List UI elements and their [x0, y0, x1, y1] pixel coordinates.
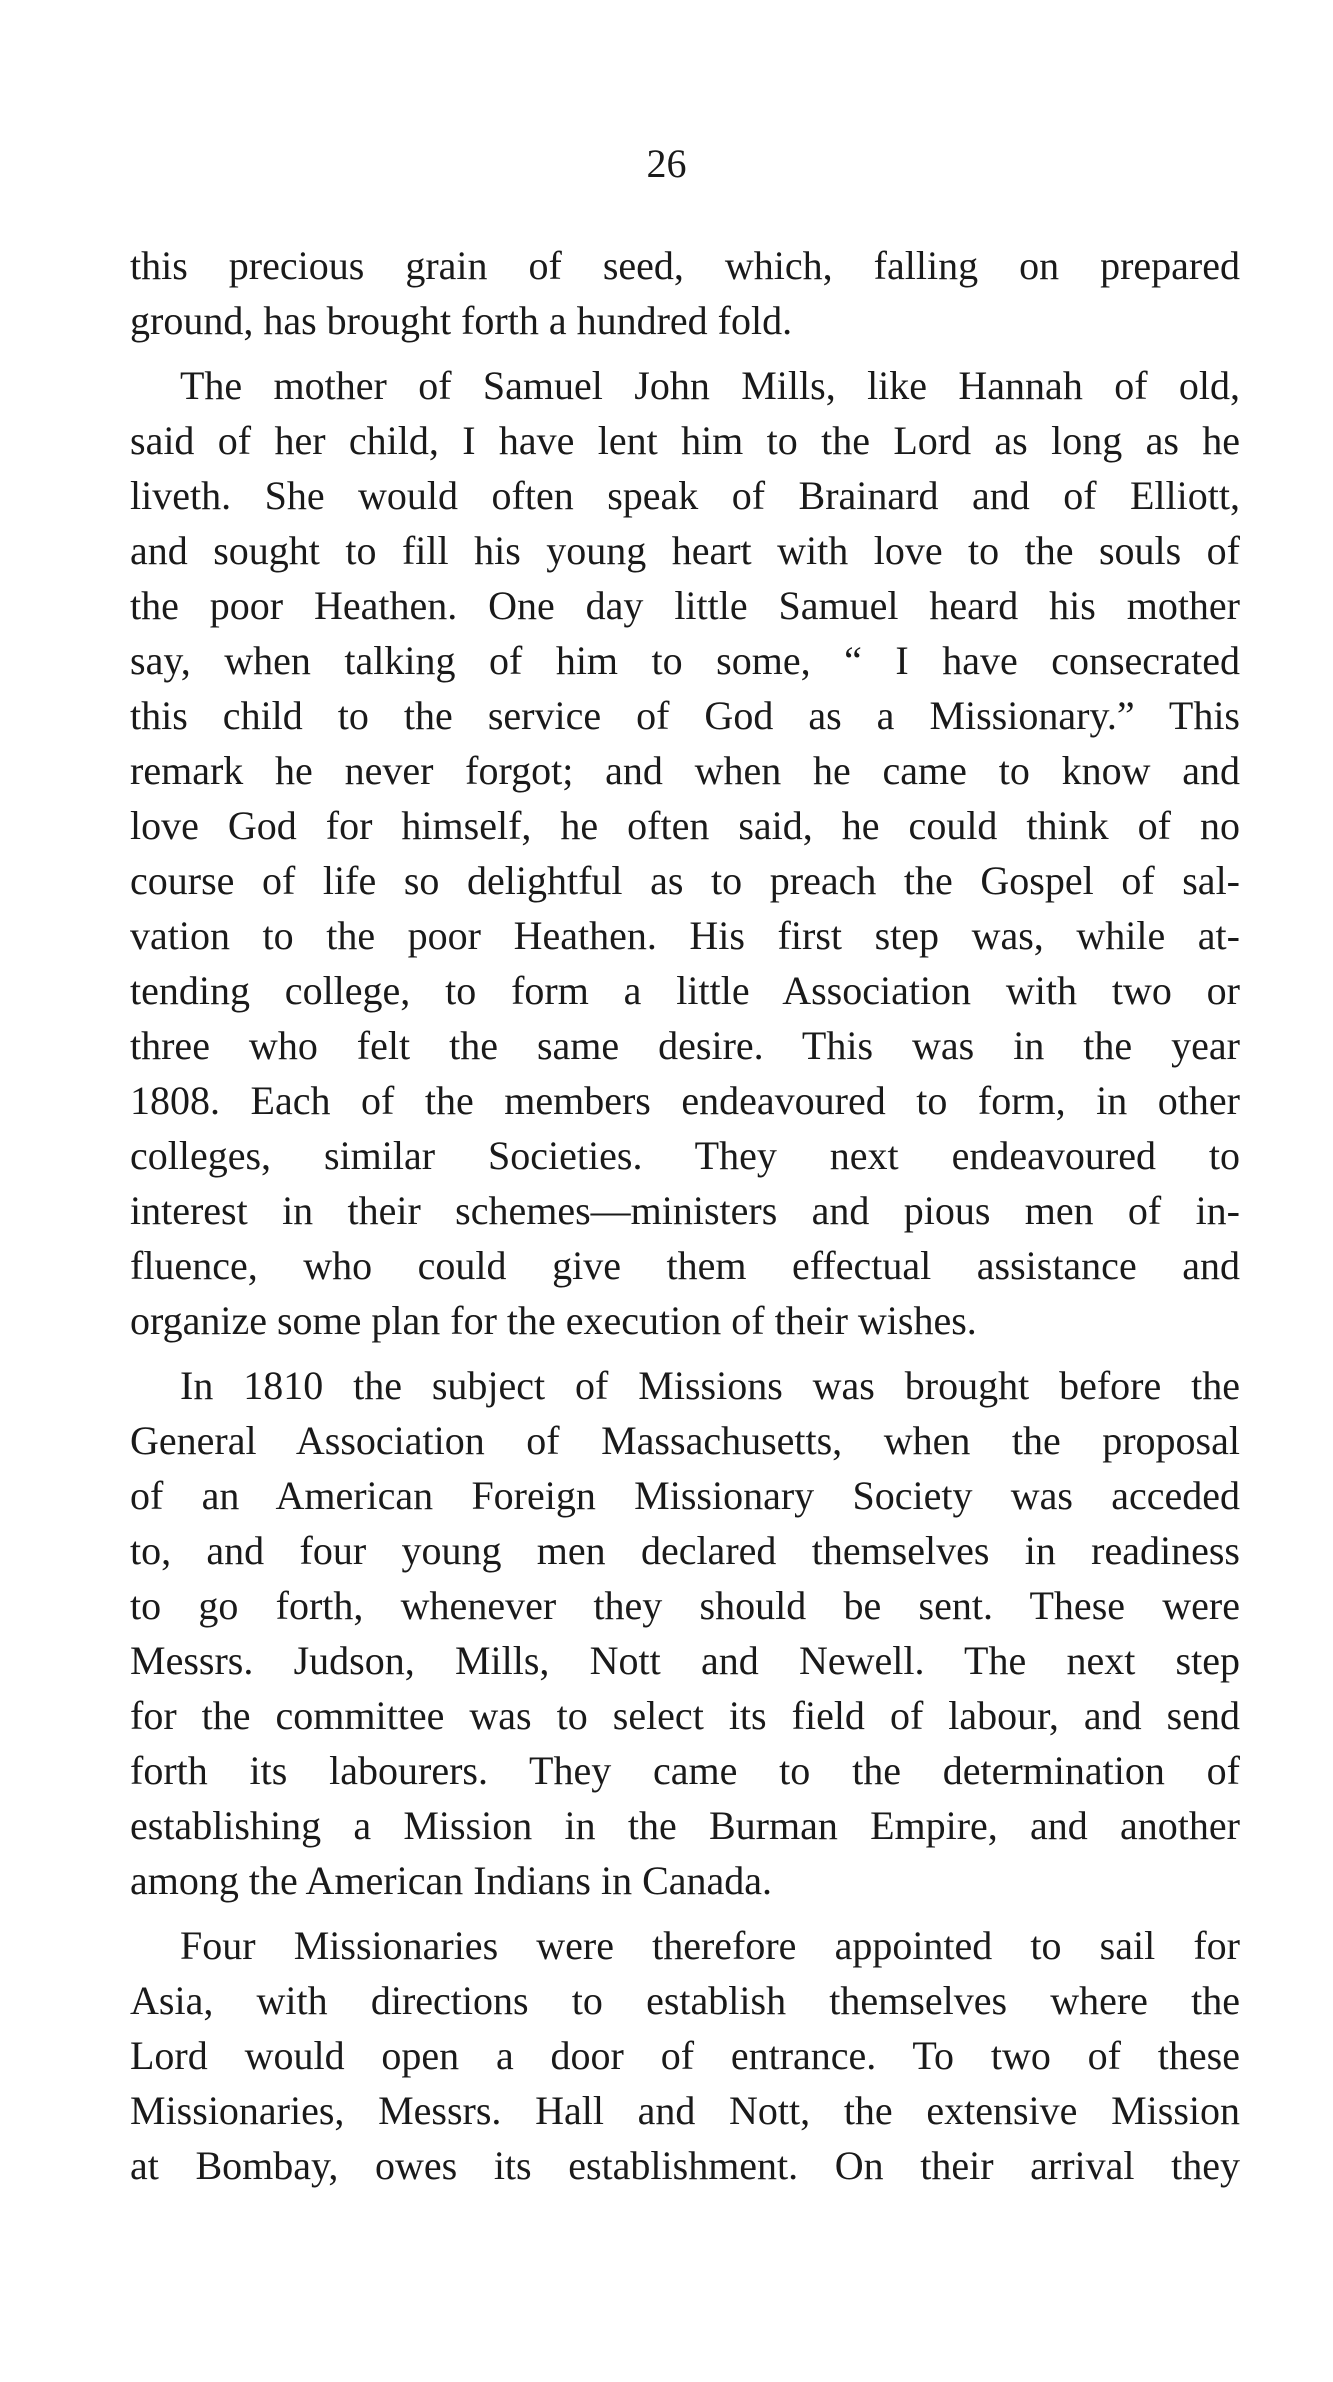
text-line: said of her child, I have lent him to the Lord as long as he — [130, 418, 1240, 463]
text-line: among the American Indians in Canada. — [130, 1858, 773, 1903]
text-line: the poor Heathen. One day little Samuel heard his mother — [130, 583, 1240, 628]
text-line: ground, has brought forth a hundred fold. — [130, 298, 793, 343]
text-line: remark he never forgot; and when he came to know and — [130, 748, 1240, 793]
text-line: fluence, who could give them effectual assistance and — [130, 1243, 1240, 1288]
text-line: interest in their schemes—ministers and pious men of in- — [130, 1188, 1240, 1233]
text-line: establishing a Mission in the Burman Empire, and another — [130, 1803, 1240, 1848]
text-line: three who felt the same desire. This was in the year — [130, 1023, 1240, 1068]
text-line: liveth. She would often speak of Brainard and of Elliott, — [130, 473, 1240, 518]
text-line: Messrs. Judson, Mills, Nott and Newell. The next step — [130, 1638, 1240, 1683]
text-line: say, when talking of him to some, “ I have consecrated — [130, 638, 1240, 683]
text-line: colleges, similar Societies. They next endeavoured to — [130, 1133, 1240, 1178]
text-line: this child to the service of God as a Missionary.” This — [130, 693, 1240, 738]
text-line: Lord would open a door of entrance. To two of these — [130, 2033, 1240, 2078]
paragraph-gap — [130, 1348, 1240, 1358]
text-line: to go forth, whenever they should be sent. These were — [130, 1583, 1240, 1628]
text-line: for the committee was to select its field of labour, and send — [130, 1693, 1240, 1738]
text-line: Asia, with directions to establish themselves where the — [130, 1978, 1240, 2023]
text-line: Missionaries, Messrs. Hall and Nott, the extensive Mission — [130, 2088, 1240, 2133]
text-line: course of life so delightful as to preach the Gospel of sal- — [130, 858, 1240, 903]
text-line: and sought to fill his young heart with love to the souls of — [130, 528, 1240, 573]
text-line: at Bombay, owes its establishment. On their arrival they — [130, 2143, 1240, 2188]
body-text — [130, 238, 1240, 2193]
text-line: Four Missionaries were therefore appointed to sail for — [180, 1923, 1240, 1968]
text-line: The mother of Samuel John Mills, like Hannah of old, — [180, 363, 1240, 408]
text-line: In 1810 the subject of Missions was brought before the — [180, 1363, 1240, 1408]
text-line: tending college, to form a little Association with two or — [130, 968, 1240, 1013]
text-line: love God for himself, he often said, he could think of no — [130, 803, 1240, 848]
paragraph-gap — [130, 348, 1240, 358]
text-line: forth its labourers. They came to the determination of — [130, 1748, 1240, 1793]
text-line: this precious grain of seed, which, falling on prepared — [130, 243, 1240, 288]
text-line: vation to the poor Heathen. His first step was, while at- — [130, 913, 1240, 958]
paragraph-gap — [130, 1908, 1240, 1918]
text-line: General Association of Massachusetts, when the proposal — [130, 1418, 1240, 1463]
text-line: of an American Foreign Missionary Society was acceded — [130, 1473, 1240, 1518]
text-line: organize some plan for the execution of their wishes. — [130, 1298, 977, 1343]
page-number: 26 — [646, 141, 687, 186]
text-line: to, and four young men declared themselves in readiness — [130, 1528, 1240, 1573]
text-line: 1808. Each of the members endeavoured to form, in other — [130, 1078, 1240, 1123]
